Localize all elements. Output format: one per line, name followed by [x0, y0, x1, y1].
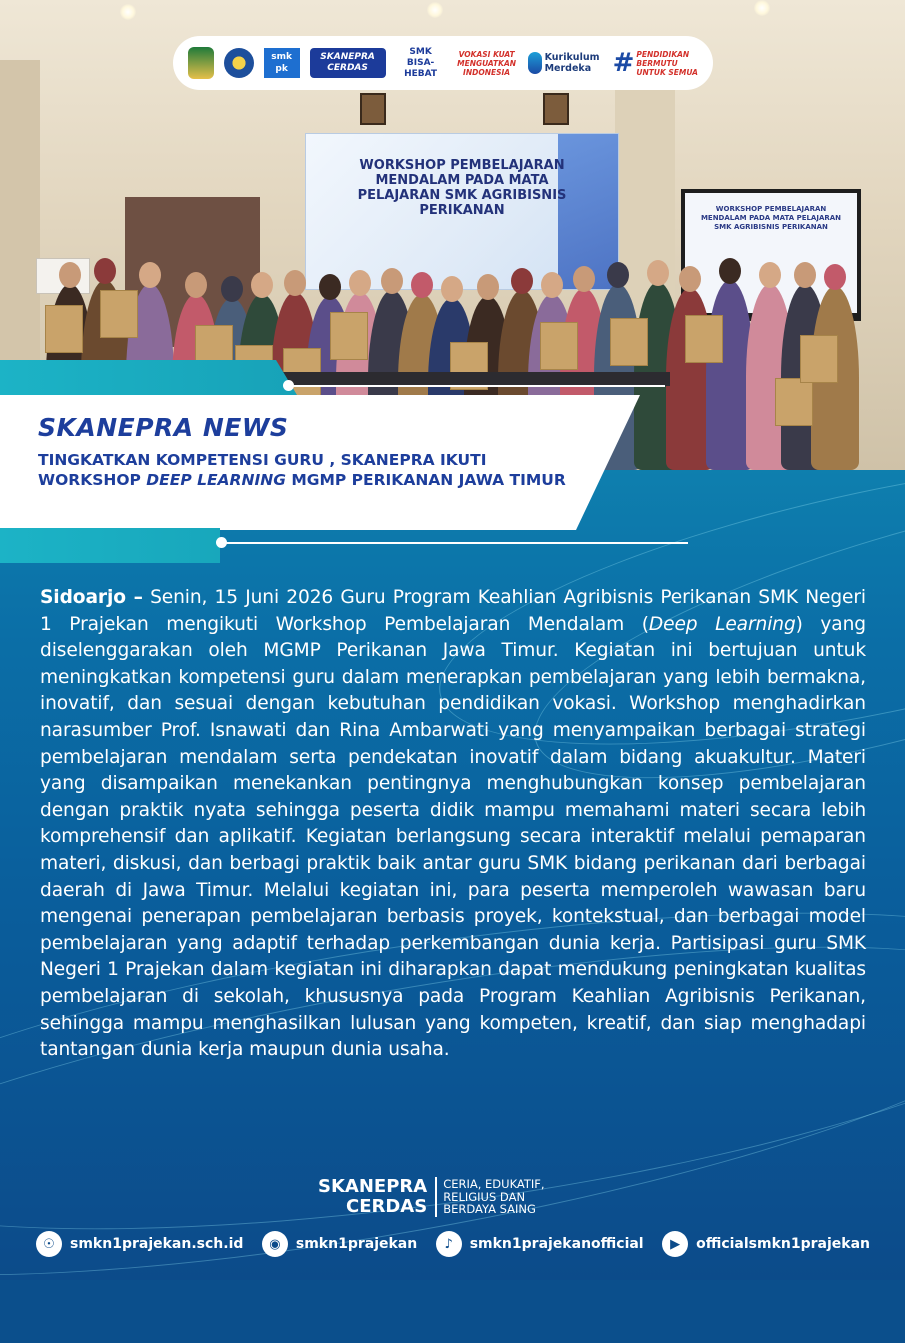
- social-links: [36, 1231, 870, 1257]
- subtitle-emphasis: DEEP LEARNING: [146, 471, 286, 489]
- participant-head: [607, 262, 629, 288]
- workshop-banner: [305, 133, 619, 290]
- kurikulum-label: Kurikulum Merdeka: [544, 52, 600, 74]
- tagline-line-2: RELIGIUS DAN: [443, 1189, 526, 1204]
- school-emblem: [224, 48, 254, 78]
- tiktok-link[interactable]: [436, 1231, 644, 1257]
- article-text-1: Senin, 15 Juni 2026 Guru Program Keahlian Agribisnis Perikanan SMK Negeri 1 Prajekan mengikuti Workshop Pembelajaran Mendalam (: [40, 587, 866, 635]
- kurikulum-merdeka-logo: [528, 52, 603, 74]
- certificate-envelope: [45, 305, 83, 353]
- kurikulum-icon: [528, 52, 542, 74]
- teal-band-top: [0, 360, 300, 400]
- participant-head: [719, 258, 741, 284]
- hashtag-icon: #: [612, 48, 635, 78]
- participant-head: [477, 274, 499, 300]
- divider-line-top: [285, 385, 665, 387]
- logo-bar: [173, 36, 713, 90]
- pendidikan-bermutu-logo: [613, 50, 699, 77]
- participant-head: [794, 262, 816, 288]
- globe-icon: ☉: [36, 1231, 62, 1257]
- participant-head: [381, 268, 403, 294]
- subtitle-line-2a: WORKSHOP: [38, 471, 147, 489]
- participant-head: [139, 262, 161, 288]
- divider-dot: [216, 537, 227, 548]
- east-java-emblem: [188, 47, 214, 79]
- website-label: smkn1prajekan.sch.id: [70, 1236, 244, 1252]
- participant-head: [647, 260, 669, 286]
- certificate-envelope: [540, 322, 578, 370]
- teal-band-bottom: [0, 528, 220, 563]
- participant-head: [319, 274, 341, 300]
- wall-frame: [360, 93, 386, 125]
- participant-head: [541, 272, 563, 298]
- participant-head: [511, 268, 533, 294]
- youtube-label: officialsmkn1prajekan: [696, 1236, 870, 1252]
- ceiling-light: [120, 4, 136, 20]
- participant-head: [94, 258, 116, 284]
- news-title: SKANEPRA NEWS: [38, 413, 289, 442]
- subtitle-line-2b: MGMP PERIKANAN JAWA TIMUR: [285, 471, 566, 489]
- ceiling-light: [754, 0, 770, 16]
- tiktok-label: smkn1prajekanofficial: [469, 1236, 644, 1252]
- participant-head: [185, 272, 207, 298]
- certificate-envelope: [100, 290, 138, 338]
- smk-pk-logo: smk pk: [264, 48, 300, 78]
- divider-dot: [283, 380, 294, 391]
- instagram-label: smkn1prajekan: [295, 1236, 418, 1252]
- article-dateline: Sidoarjo –: [40, 587, 143, 608]
- article-body: [40, 585, 866, 1064]
- brand-line-2: CERDAS: [345, 1196, 428, 1217]
- participant-head: [251, 272, 273, 298]
- banner-title: WORKSHOP PEMBELAJARAN MENDALAM PADA MATA PELAJARAN SMK AGRIBISNIS PERIKANAN: [357, 158, 567, 218]
- participant-head: [59, 262, 81, 288]
- participant-head: [759, 262, 781, 288]
- certificate-envelope: [685, 315, 723, 363]
- tagline-line-1: CERIA, EDUKATIF,: [443, 1177, 545, 1192]
- participant-head: [679, 266, 701, 292]
- divider-line-bottom: [218, 542, 688, 544]
- participant-head: [284, 270, 306, 296]
- article-emphasis: Deep Learning: [648, 613, 796, 635]
- participant-head: [573, 266, 595, 292]
- pendidikan-label: PENDIDIKAN BERMUTU UNTUK SEMUA: [636, 49, 698, 77]
- ceiling-light: [427, 2, 443, 18]
- tagline-line-3: BERDAYA SAING: [443, 1202, 536, 1217]
- youtube-link[interactable]: [662, 1231, 870, 1257]
- news-subtitle: [38, 450, 628, 490]
- wall-column: [0, 60, 40, 360]
- participant-head: [824, 264, 846, 290]
- certificate-envelope: [610, 318, 648, 366]
- skanepra-cerdas-logo: SKANEPRA CERDAS: [310, 48, 386, 78]
- instagram-icon: ◉: [262, 1231, 288, 1257]
- smk-bisa-hebat-logo: SMK BISA-HEBAT: [404, 46, 438, 79]
- participant-head: [411, 272, 433, 298]
- subtitle-line-1: TINGKATKAN KOMPETENSI GURU , SKANEPRA IKUTI: [38, 451, 487, 469]
- youtube-icon: ▶: [662, 1231, 688, 1257]
- website-link[interactable]: [36, 1231, 243, 1257]
- brand-line-1: SKANEPRA: [318, 1176, 428, 1197]
- vokasi-logo: VOKASI KUAT MENGUATKAN INDONESIA: [457, 49, 517, 77]
- brand-tagline: [437, 1178, 544, 1216]
- instagram-link[interactable]: [262, 1231, 417, 1257]
- footer-brand: [318, 1177, 545, 1217]
- participant-head: [349, 270, 371, 296]
- certificate-envelope: [775, 378, 813, 426]
- front-table: [240, 372, 670, 386]
- brand-wordmark: [318, 1177, 437, 1217]
- certificate-envelope: [330, 312, 368, 360]
- tiktok-icon: ♪: [436, 1231, 462, 1257]
- certificate-envelope: [800, 335, 838, 383]
- screen-title: WORKSHOP PEMBELAJARAN MENDALAM PADA MATA PELAJARAN SMK AGRIBISNIS PERIKANAN: [700, 205, 842, 231]
- article-text-2: ) yang diselenggarakan oleh MGMP Perikanan Jawa Timur. Kegiatan ini bertujuan untuk meningkatkan kompetensi guru dalam menerapkan pembelajaran yang lebih bermakna, inovatif, dan sesuai dengan kebutuhan pendidikan vokasi. Workshop menghadirkan narasumber Prof. Isnawati dan Rina Ambarwati yang menyampaikan berbagai strategi pembelajaran mendalam serta pendekatan inovatif dalam bidang akuakultur. Materi yang disampaikan menekankan pentingnya menghubungkan konsep pembelajaran dengan praktik nyata sehingga peserta didik mampu memahami materi secara lebih komprehensif dan aplikatif. Kegiatan berlangsung secara interaktif melalui pemaparan materi, diskusi, dan berbagi praktik baik antar guru SMK bidang perikanan dari berbagai daerah di Jawa Timur. Melalui kegiatan ini, para peserta memperoleh wawasan baru mengenai penerapan pembelajaran berbasis proyek, kontekstual, dan berbagai model pembelajaran yang adaptif terhadap perkembangan dunia kerja. Partisipasi guru SMK Negeri 1 Prajekan dalam kegiatan ini diharapkan dapat mendukung peningkatan kualitas pembelajaran di sekolah, khususnya pada Program Keahlian Agribisnis Perikanan, sehingga mampu menghasilkan lulusan yang kompeten, kreatif, dan siap menghadapi tantangan dunia kerja maupun dunia usaha.: [40, 613, 866, 1061]
- participant-head: [441, 276, 463, 302]
- wall-frame: [543, 93, 569, 125]
- participant-head: [221, 276, 243, 302]
